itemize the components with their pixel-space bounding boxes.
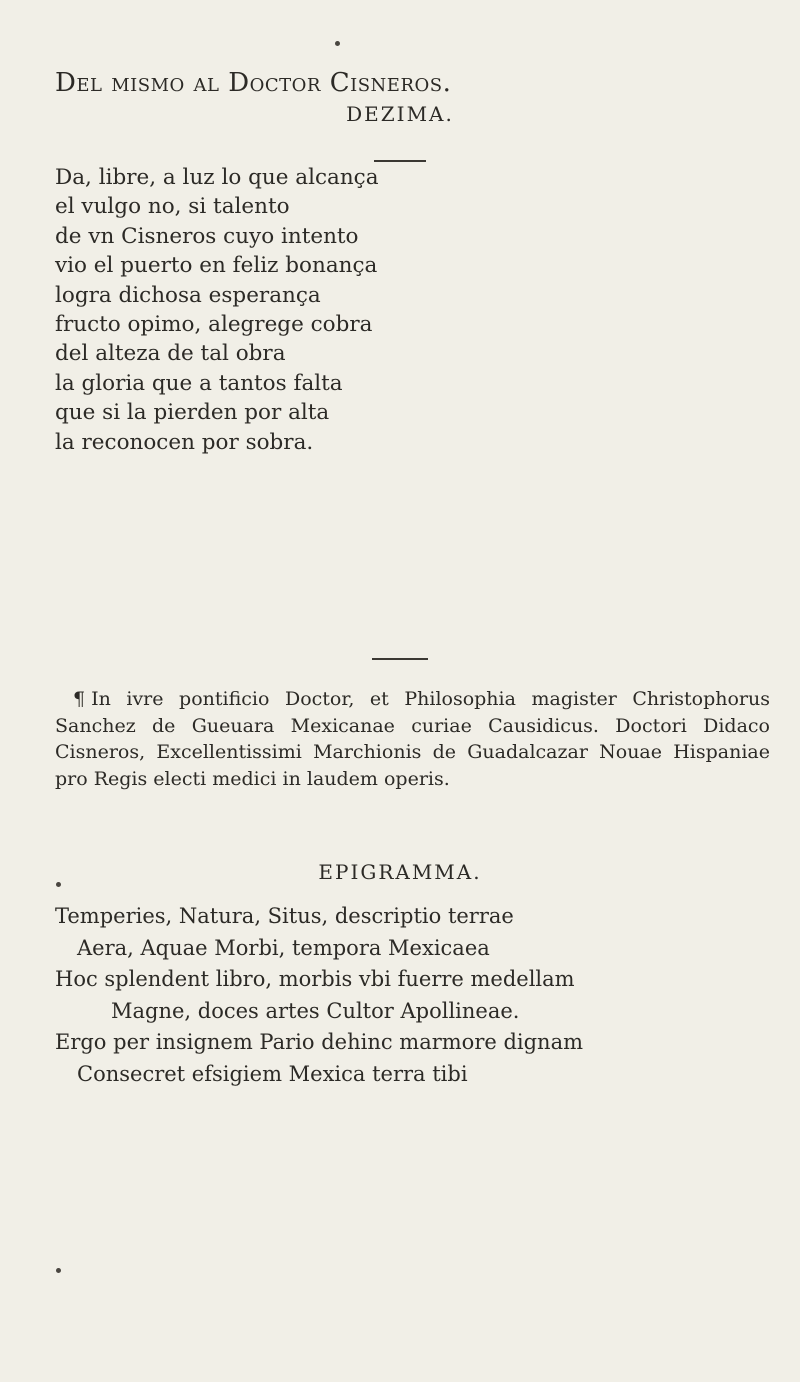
heading-initial: D <box>55 68 77 98</box>
verse-line: la gloria que a tantos falta <box>55 370 343 396</box>
verse-line: Consecret efsigiem Mexica terra tibi <box>77 1061 468 1086</box>
verse-line: de vn Cisneros cuyo intento <box>55 223 359 249</box>
verse-line: Aera, Aquae Morbi, tempora Mexicaea <box>77 935 490 960</box>
verse-line: fructo opimo, alegrege cobra <box>55 311 373 337</box>
verse-line: Magne, doces artes Cultor Apollineae. <box>111 998 520 1023</box>
dezima-verse <box>55 163 655 457</box>
verse-line: del alteza de tal obra <box>55 341 286 367</box>
verse-line: la reconocen por sobra. <box>55 429 314 455</box>
pilcrow-mark: ¶ <box>73 688 86 710</box>
verse-line: logra dichosa esperança <box>55 282 321 308</box>
verse-line: vio el puerto en feliz bonança <box>55 253 378 279</box>
verse-line: Temperies, Natura, Situs, descriptio terrae <box>55 904 514 928</box>
section-divider <box>374 160 426 162</box>
dedication-paragraph <box>55 686 770 792</box>
verse-line: que si la pierden por alta <box>55 400 330 426</box>
page-heading <box>55 68 715 98</box>
ink-speck <box>335 41 340 46</box>
epigramma-title: EPIGRAMMA. <box>318 860 482 884</box>
dedication-text: In ivre pontificio Doctor, et Philosophia magister Christophorus Sanchez de Gueuara Mexicanae curiae Causidicus. Doctori Didaco Cisneros, Excellentissimi Marchionis de Guadalcazar Nouae Hispaniae pro Regis electi medici in laudem operis. <box>55 688 770 790</box>
verse-line: el vulgo no, si talento <box>55 194 290 220</box>
verse-line: Hoc splendent libro, morbis vbi fuerre medellam <box>55 967 575 992</box>
ink-speck <box>56 882 61 887</box>
section-divider <box>372 658 428 660</box>
verse-line: Ergo per insignem Pario dehinc marmore dignam <box>55 1030 584 1055</box>
verse-line: Da, libre, a luz lo que alcança <box>55 165 379 190</box>
ink-speck <box>56 1268 61 1273</box>
dezima-title: DEZIMA. <box>346 102 454 126</box>
epigramma-verse <box>55 901 775 1091</box>
heading-text: el mismo al Doctor Cisneros. <box>76 68 452 98</box>
